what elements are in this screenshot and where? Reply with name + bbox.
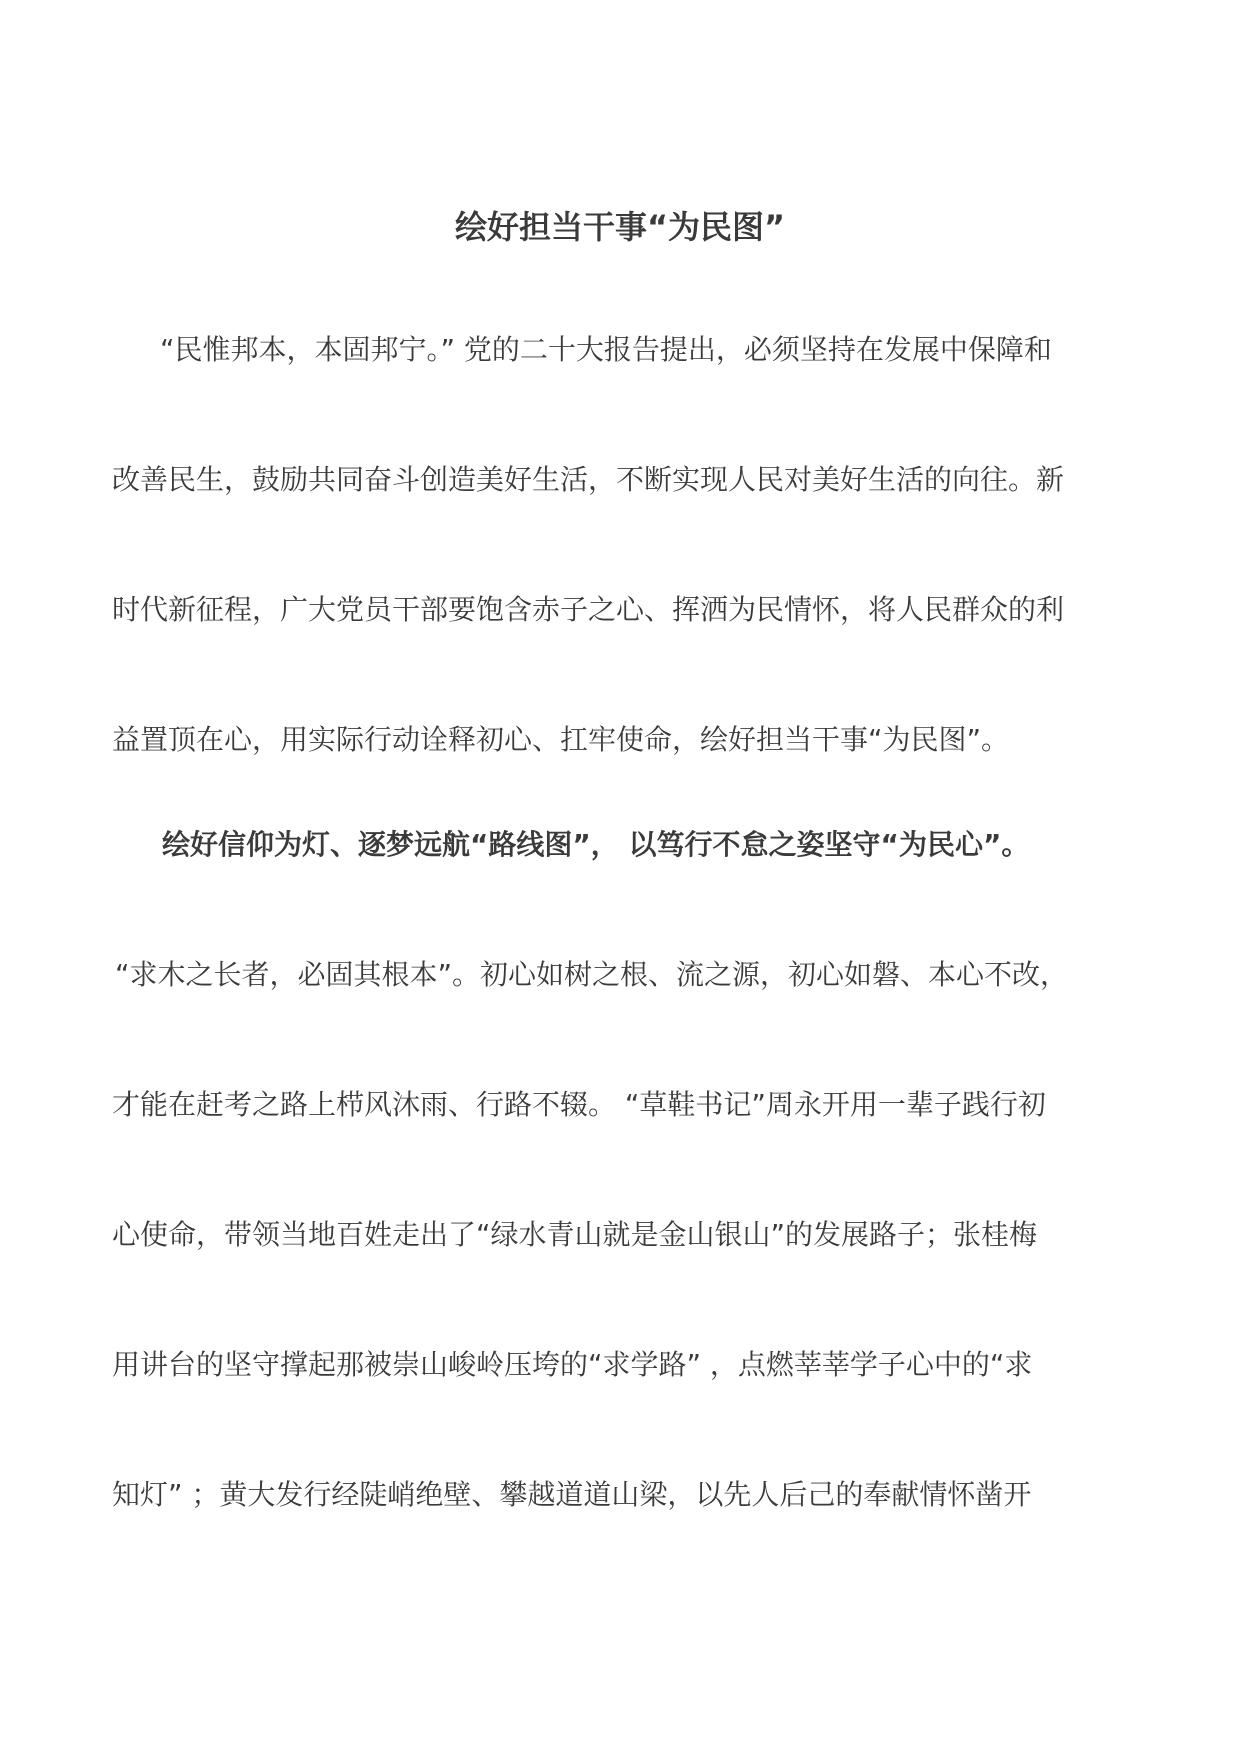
paragraph-line: 改善民生，鼓励共同奋斗创造美好生活，不断实现人民对美好生活的向往。新 — [112, 463, 1065, 496]
paragraph-line: 益置顶在心，用实际行动诠释初心、扛牢使命，绘好担当干事“为民图”。 — [112, 723, 1010, 756]
paragraph-line: “民惟邦本，本固邦宁。” 党的二十大报告提出，必须坚持在发展中保障和 — [160, 333, 1052, 366]
paragraph-line: 才能在赶考之路上栉风沐雨、行路不辍。 “草鞋书记”周永开用一辈子践行初 — [112, 1088, 1046, 1121]
paragraph-line: 心使命，带领当地百姓走出了“绿水青山就是金山银山”的发展路子；张桂梅 — [112, 1218, 1038, 1251]
paragraph-line: 知灯” ；黄大发行经陡峭绝壁、攀越道道山梁，以先人后己的奉献情怀凿开 — [112, 1478, 1032, 1511]
section-heading: 绘好信仰为灯、逐梦远航“路线图”， 以笃行不怠之姿坚守“为民心”。 — [162, 828, 1030, 861]
paragraph-line: 时代新征程，广大党员干部要饱含赤子之心、挥洒为民情怀，将人民群众的利 — [112, 593, 1065, 626]
page-title: 绘好担当干事“为民图” — [454, 208, 786, 246]
paragraph-line: 用讲台的坚守撑起那被崇山峻岭压垮的“求学路” ，点燃莘莘学子心中的“求 — [112, 1348, 1033, 1381]
paragraph-line: “求木之长者，必固其根本”。初心如树之根、流之源，初心如磐、本心不改， — [115, 958, 1069, 991]
